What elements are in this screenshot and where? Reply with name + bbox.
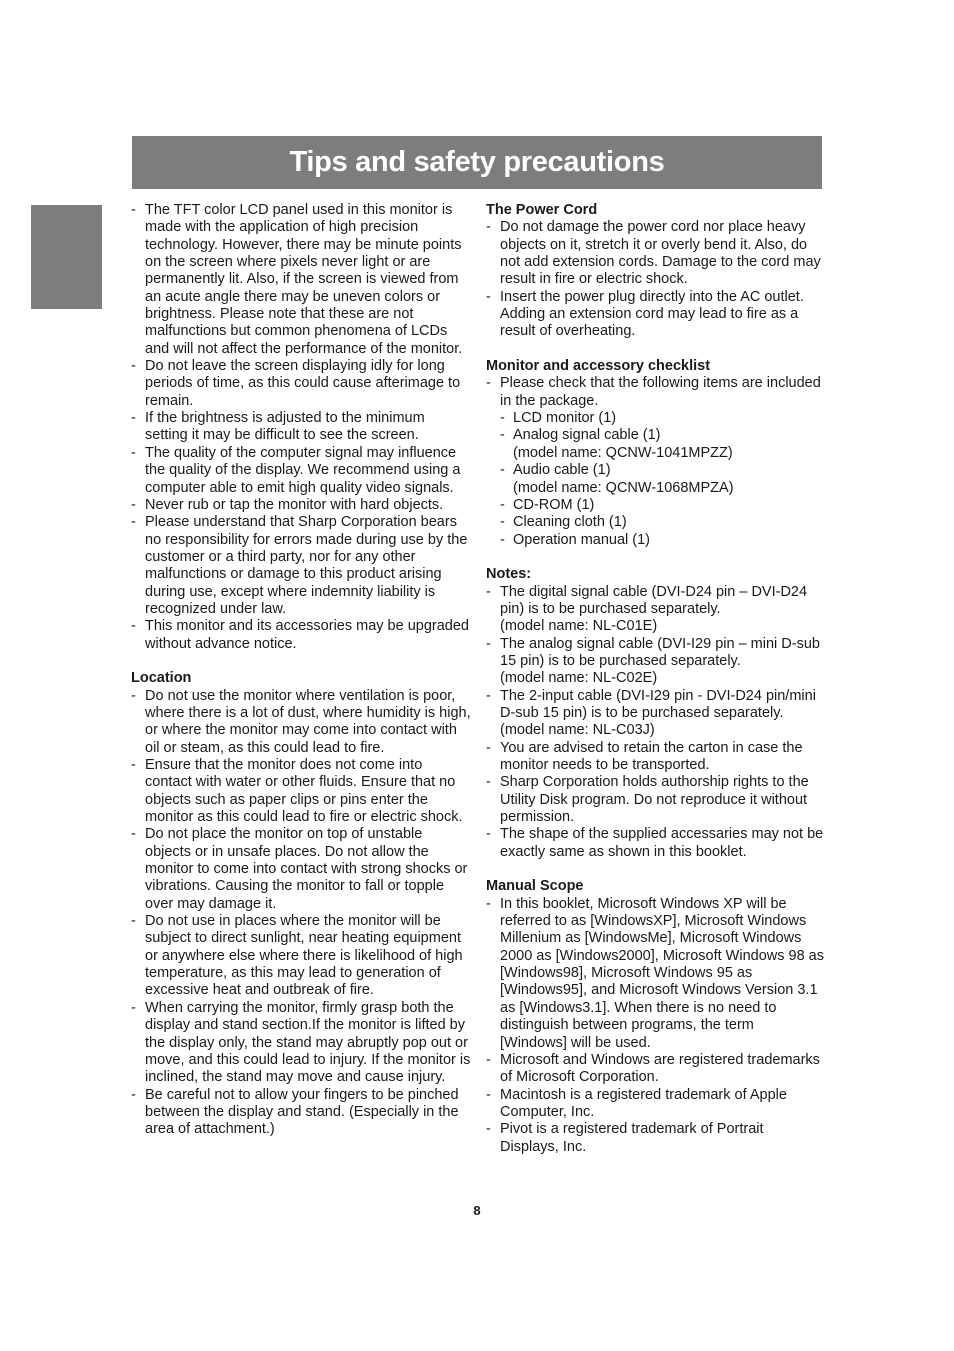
note-text: The digital signal cable (DVI-D24 pin – DVI-D24 pin) is to be purchased separately. (500, 583, 808, 617)
list-item: - Never rub or tap the monitor with hard objects. (131, 497, 471, 514)
power-cord-list (486, 219, 824, 340)
title-bar (132, 136, 822, 189)
list-item: - When carrying the monitor, firmly grasp both the display and stand section.If the monitor is lifted by the display only, the stand may abruptly pop out or move, and this could lead to injury. If the monitor is inclined, the stand may move and cause injury. (131, 1000, 471, 1087)
list-item: - Do not use in places where the monitor will be subject to direct sunlight, near heating equipment or anywhere else where there is likelihood of high temperature, as this may lead to generation of excessive heat and outbreak of fire. (131, 913, 471, 1000)
checklist-item-model: (model name: QCNW-1041MPZZ) (513, 444, 733, 461)
list-item: - Pivot is a registered trademark of Portrait Displays, Inc. (486, 1121, 824, 1156)
checklist-items (500, 410, 824, 549)
list-item (486, 740, 824, 775)
checklist-item (500, 497, 824, 514)
checklist-intro: Please check that the following items are included in the package. (500, 375, 821, 409)
list-item (486, 375, 824, 548)
notes-heading: Notes: (486, 566, 532, 583)
manual-scope-heading: Manual Scope (486, 878, 584, 895)
list-item (486, 826, 824, 861)
note-text: You are advised to retain the carton in case the monitor needs to be transported. (500, 739, 803, 773)
list-item: - Insert the power plug directly into the AC outlet. Adding an extension cord may lead to fire as a result of overheating. (486, 289, 824, 341)
note-model: (model name: NL-C03J) (500, 722, 655, 739)
note-model: (model name: NL-C01E) (500, 618, 658, 635)
checklist-item-label: Audio cable (1) (513, 462, 611, 479)
list-item: - Do not use the monitor where ventilation is poor, where there is a lot of dust, where humidity is high, or where the monitor may come into contact with oil or steam, as this could lead to fire. (131, 688, 471, 757)
location-heading: Location (131, 670, 192, 687)
list-item: - Please understand that Sharp Corporation bears no responsibility for errors made during use by the customer or a third party, nor for any other malfunctions or damage to this product arising during use, except where indemnity liability is recognized under law. (131, 514, 471, 618)
list-item: - Microsoft and Windows are registered trademarks of Microsoft Corporation. (486, 1052, 824, 1087)
checklist-heading: Monitor and accessory checklist (486, 358, 711, 375)
note-text: The 2-input cable (DVI-I29 pin - DVI-D24 pin/mini D-sub 15 pin) is to be purchased separately. (500, 687, 816, 721)
checklist-item (500, 532, 824, 549)
list-item (486, 774, 824, 826)
intro-list (131, 202, 471, 653)
power-cord-heading: The Power Cord (486, 202, 598, 218)
page-number: 8 (473, 1203, 481, 1218)
list-item (486, 636, 824, 688)
list-item: - In this booklet, Microsoft Windows XP will be referred to as [WindowsXP], Microsoft Windows Millenium as [WindowsMe], Microsoft Windows 2000 as [Windows2000], Microsoft Windows 98 as [Windows98], Microsoft Windows 95 as [Windows95], and Microsoft Windows Version 3.1 as [Windows3.1]. When there is no need to distinguish between programs, the term [Windows] will be used. (486, 896, 824, 1052)
checklist-item-label: Cleaning cloth (1) (513, 514, 627, 531)
list-item: - Ensure that the monitor does not come into contact with water or other fluids. Ensure that no objects such as paper clips or pins enter the monitor as this could lead to fire or electric shock. (131, 757, 471, 826)
page-title: Tips and safety precautions (289, 146, 665, 178)
note-model: (model name: NL-C02E) (500, 670, 658, 687)
list-item: - If the brightness is adjusted to the minimum setting it may be difficult to see the screen. (131, 410, 471, 445)
checklist-item (500, 514, 824, 531)
list-item: - The quality of the computer signal may influence the quality of the display. We recommend using a computer able to emit high quality video signals. (131, 445, 471, 497)
list-item: - Be careful not to allow your fingers to be pinched between the display and stand. (Especially in the area of attachment.) (131, 1087, 471, 1139)
list-item: - This monitor and its accessories may be upgraded without advance notice. (131, 618, 471, 653)
list-item: - Do not place the monitor on top of unstable objects or in unsafe places. Do not allow the monitor to come into contact with strong shocks or vibrations. Causing the monitor to fall or topple over may damage it. (131, 826, 471, 913)
manual-scope-list (486, 896, 824, 1156)
checklist-list (486, 375, 824, 548)
notes-list (486, 584, 824, 862)
note-text: The shape of the supplied accessaries may not be exactly same as shown in this booklet. (500, 826, 824, 860)
list-item (486, 688, 824, 740)
list-item: - Do not leave the screen displaying idly for long periods of time, as this could cause afterimage to remain. (131, 358, 471, 410)
list-item: - Do not damage the power cord nor place heavy objects on it, stretch it or overly bend it. Also, do not add extension cords. Damage to the cord may result in fire or electric shock. (486, 219, 824, 288)
checklist-item (500, 427, 824, 462)
checklist-item (500, 462, 824, 497)
list-item (486, 584, 824, 636)
right-column (486, 202, 824, 1156)
section-tab (31, 205, 102, 309)
checklist-item (500, 410, 824, 427)
checklist-item-label: CD-ROM (1) (513, 496, 595, 513)
note-text: The analog signal cable (DVI-I29 pin – mini D-sub 15 pin) is to be purchased separately. (500, 635, 820, 669)
note-text: Sharp Corporation holds authorship rights to the Utility Disk program. Do not reproduce it without permission. (500, 774, 809, 826)
checklist-item-model: (model name: QCNW-1068MPZA) (513, 479, 734, 496)
location-list (131, 688, 471, 1139)
list-item: - Macintosh is a registered trademark of Apple Computer, Inc. (486, 1087, 824, 1122)
checklist-item-label: Analog signal cable (1) (513, 427, 661, 444)
left-column (131, 202, 471, 1139)
checklist-item-label: Operation manual (1) (513, 531, 651, 548)
list-item: - The TFT color LCD panel used in this monitor is made with the application of high precision technology. However, there may be minute points on the screen where pixels never light or are permanently lit. Also, if the screen is viewed from an acute angle there may be uneven colors or brightness. Please note that these are not malfunctions but common phenomena of LCDs and will not affect the performance of the monitor. (131, 202, 471, 358)
checklist-item-label: LCD monitor (1) (513, 410, 617, 427)
